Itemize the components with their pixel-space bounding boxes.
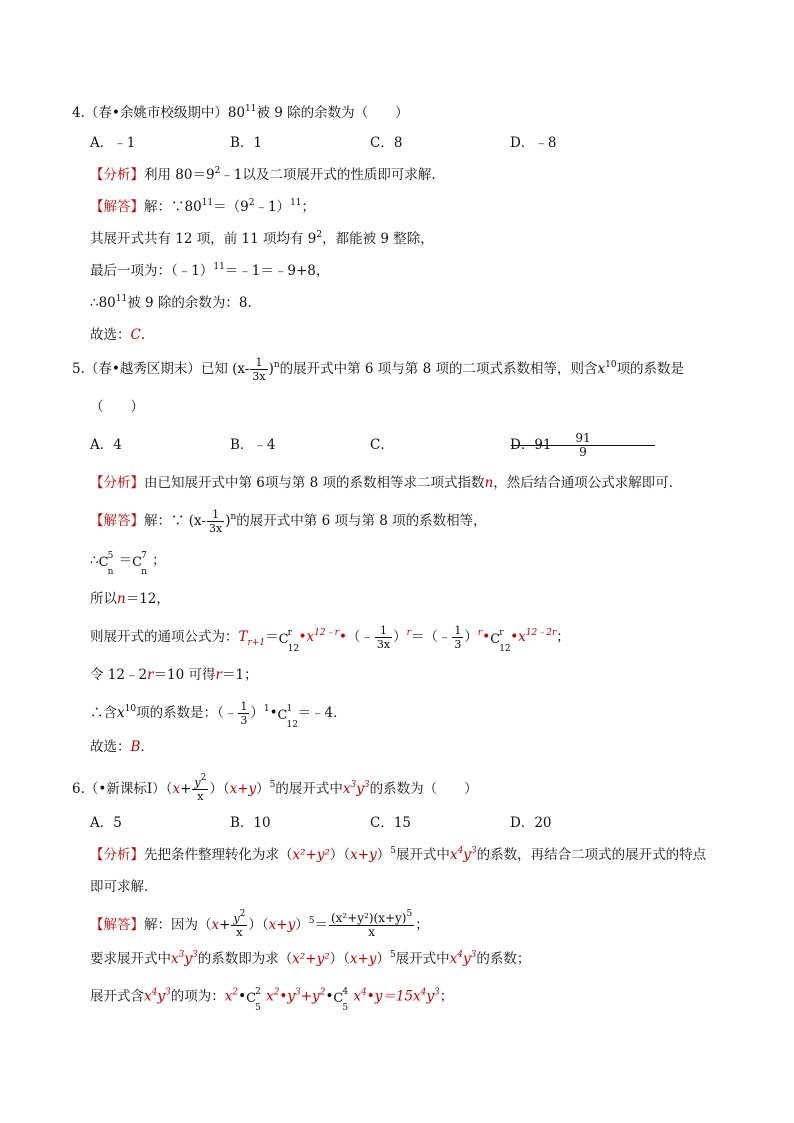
q5-options bbox=[90, 432, 650, 459]
q4-analysis: 【分析】利用 $80=9^2﹣1$以及二项展开式的性质即可求解． bbox=[90, 166, 445, 183]
q5-answer: 【解答】解：∵ (x- $\frac{1}{3x}$ )$^n$的展开式中第 6 项与第 8 项的系数相等， bbox=[90, 508, 487, 535]
q5-option-c: C． $\frac{91}{9}$ bbox=[370, 432, 510, 459]
q4-option-d: D．﹣8 bbox=[510, 135, 557, 151]
q6-option-c: C．15 bbox=[370, 815, 412, 831]
q5-option-a: A．4 bbox=[90, 437, 122, 453]
q5-line6: ∴含$x^{10}$项的系数是：（﹣ $\frac{1}{3}$ ）$^1$• C 1 12 ＝﹣4． bbox=[90, 700, 347, 730]
q6-option-a: A．5 bbox=[90, 815, 122, 831]
q4-line3: 最后一项为：（﹣1）$^{11}$＝﹣1＝﹣9+8， bbox=[90, 262, 330, 279]
fraction: $\frac{1}{3x}$ bbox=[252, 356, 266, 383]
q5-option-d: D．91 bbox=[510, 437, 552, 453]
q5-line3: 所以n＝12， bbox=[90, 591, 170, 607]
q4-options bbox=[90, 134, 650, 152]
q6-number: 6. bbox=[72, 781, 85, 797]
q4-number: 4. bbox=[72, 105, 85, 121]
q6-analysis-cont: 即可求解． bbox=[90, 879, 158, 895]
q4-option-a: A．﹣1 bbox=[90, 135, 136, 151]
q5-paren: （ ） bbox=[90, 399, 144, 415]
q6-answer: 【解答】解：因为（x+ $\frac{y^2}{x}$ ）$(x+y)^5=$ $\frac{(x^2+y^2)(x+y)^5}{x}$ ； bbox=[90, 909, 429, 939]
q5-choose: 故选：B． bbox=[90, 739, 154, 755]
q6-line3: 展开式含$x^4y^3$的项为：$x^2•$ C 2 5 $x^2•y^3+y^2•$ C 4 5 $x^4•y=15x^4y^3$； bbox=[90, 987, 454, 1013]
q5-option-b: B．﹣4 bbox=[230, 437, 276, 453]
q4-option-c: C．8 bbox=[370, 135, 403, 151]
combination: C 5 n bbox=[98, 551, 114, 577]
q6-options bbox=[90, 814, 650, 832]
answer-tag: 【解答】 bbox=[90, 199, 144, 215]
q4-line4: $\therefore 80^{11}$被 9 除的余数为：8． bbox=[90, 294, 261, 311]
q6-line2: 要求展开式中$x^3y^3$的系数即为求$(x^2+y^2)(x+y)^5$展开式中$x^4y^3$的系数； bbox=[90, 950, 531, 967]
q4-line2: 其展开式共有 12 项，前 11 项均有 $9^2$，都能被 9 整除， bbox=[90, 230, 434, 247]
q6-option-b: B．10 bbox=[230, 815, 271, 831]
q5-line5: 令 12﹣2r＝10 可得r＝1； bbox=[90, 667, 258, 683]
q4-option-b: B．1 bbox=[230, 135, 263, 151]
q5-analysis: 【分析】由已知展开式中第 6项与第 8 项的系数相等求二项式指数n，然后结合通项公式求解即可． bbox=[90, 475, 683, 491]
q5-line4: 则展开式的通项公式为：$T_{r+1}=$ C r 12 $•x^{12﹣r}•(﹣$ $\frac{1}{3x}$ ）$^r$＝（﹣ $\frac{1}{3}$ ）$^r$• C r 12 $•x^{12﹣2r}$； bbox=[90, 624, 570, 654]
q5-number: 5. bbox=[72, 361, 85, 377]
q6-option-d: D．20 bbox=[510, 815, 552, 831]
q4-answer: 【解答】解：$\because 80^{11}=(9^2﹣1)^{11}$； bbox=[90, 198, 316, 215]
analysis-tag: 【分析】 bbox=[90, 167, 144, 183]
q6-stem: 6.（•新课标Ⅰ）（x+ $\frac{y^2}{x}$ ）$(x+y)^5$的展开式中$x^3y^3$的系数为（ ） bbox=[72, 773, 478, 803]
q4-stem: 4.（春•余姚市校级期中）$80^{11}$被 9 除的余数为（ ） bbox=[72, 104, 409, 121]
q6-analysis: 【分析】先把条件整理转化为求$(x^2+y^2)(x+y)^5$展开式中$x^4y^3$的系数，再结合二项式的展开式的特点 bbox=[90, 846, 707, 863]
q5-line2: ∴ C 5 n ＝ C 7 n ； bbox=[90, 548, 166, 574]
q4-choose: 故选：C． bbox=[90, 327, 155, 343]
q5-stem: 5.（春•越秀区期末）已知 (x- $\frac{1}{3x}$ )$^n$的展开式中第 6 项与第 8 项的二项式系数相等，则含$x^{10}$项的系数是 bbox=[72, 356, 685, 383]
